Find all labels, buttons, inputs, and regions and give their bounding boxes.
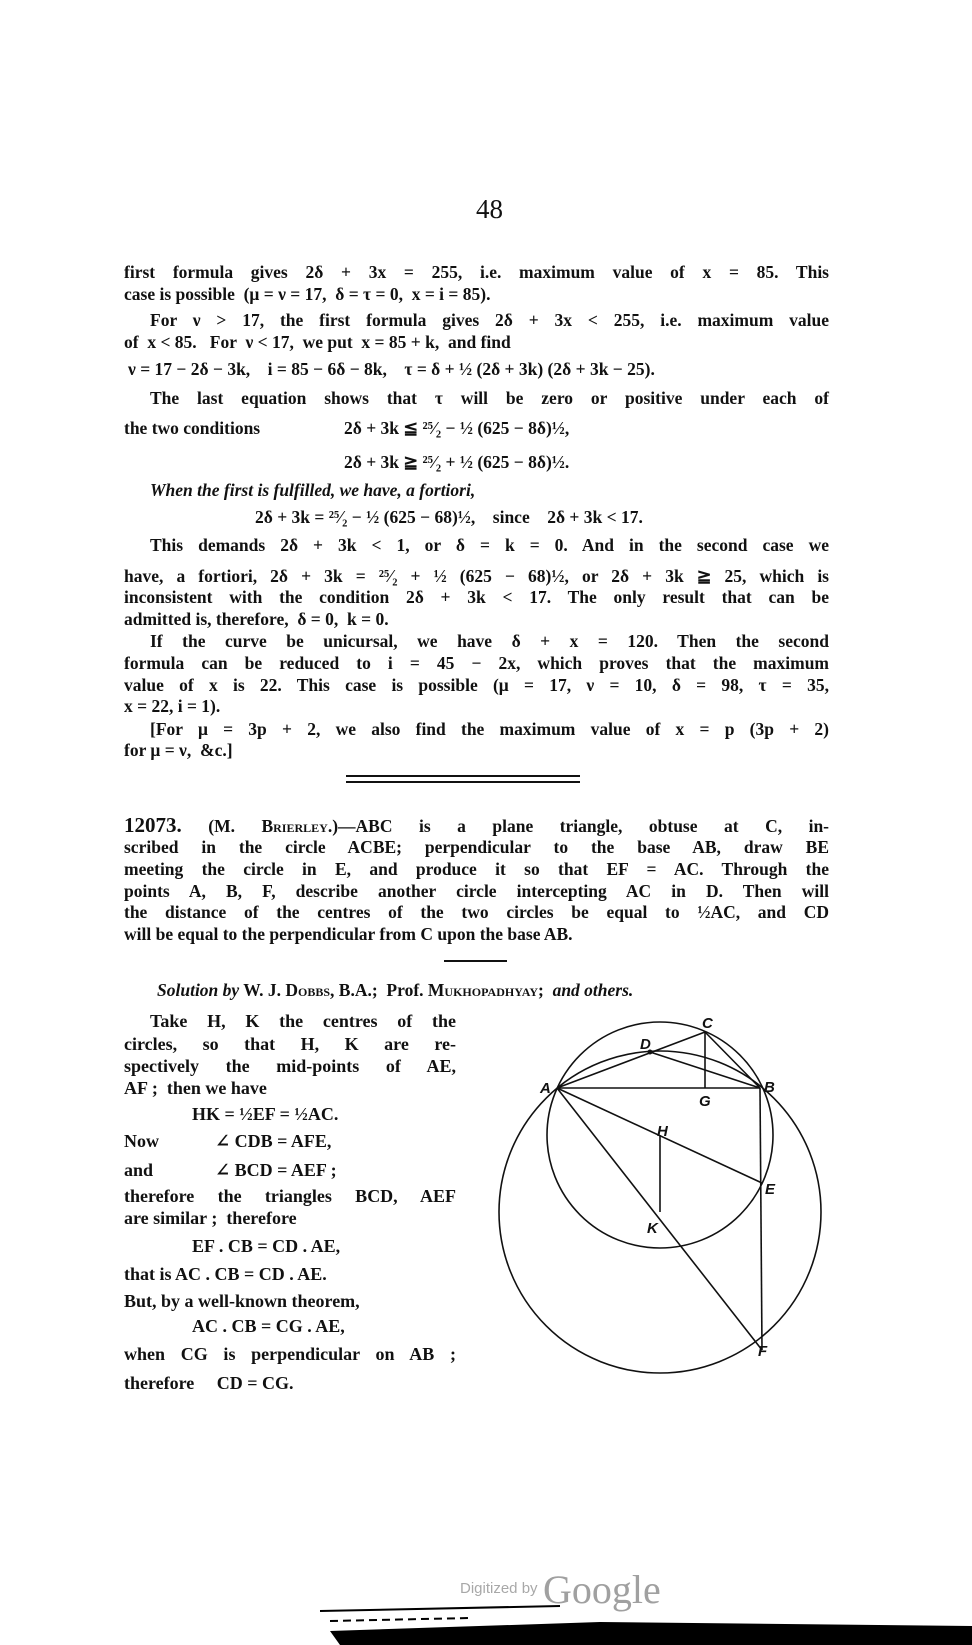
separator: ; <box>538 980 553 1000</box>
body-line: case is possible (μ = ν = 17, δ = τ = 0, x = i = 85). <box>124 284 491 304</box>
problem-line: points A, B, F, describe another circle intercepting AC in D. Then will <box>124 881 829 901</box>
solution-line: But, by a well-known theorem, <box>124 1291 360 1311</box>
solution-line: therefore CD = CG. <box>124 1373 294 1393</box>
problem-line: scribed in the circle ACBE; perpendicular to the base AB, draw BE <box>124 837 829 857</box>
body-line: value of x is 22. This case is possible (μ = 17, ν = 10, δ = 98, τ = 35, <box>124 675 829 695</box>
page-number: 48 <box>476 194 503 224</box>
problem-text: .)—ABC is a plane triangle, obtuse at C, in- <box>327 816 829 836</box>
author-open: (M. <box>208 816 262 836</box>
solution-formula: HK = ½EF = ½AC. <box>192 1104 339 1124</box>
solution-formula: AC . CB = CG . AE, <box>192 1316 345 1336</box>
solution-formula: ∠ BCD = AEF ; <box>215 1160 337 1180</box>
solver-initials: W. J. <box>239 980 286 1000</box>
segment-ac <box>557 1032 705 1088</box>
solution-line: when CG is perpendicular on AB ; <box>124 1344 456 1364</box>
problem-line: the distance of the centres of the two circles be equal to ½AC, and CD <box>124 902 829 922</box>
body-line: have, a fortiori, 2δ + 3k = ²⁵⁄₂ + ½ (625 − 68)½, or 2δ + 3k ≧ 25, which is <box>124 566 829 586</box>
solution-formula: EF . CB = CD . AE, <box>192 1236 341 1256</box>
problem-line: meeting the circle in E, and produce it so that EF = AC. Through the <box>124 859 829 879</box>
label-e: E <box>765 1181 776 1198</box>
solution-line: spectively the mid-points of AE, <box>124 1056 456 1076</box>
google-logo: Google <box>543 1567 661 1612</box>
label-k: K <box>647 1220 658 1237</box>
solution-by-label: Solution by <box>157 980 240 1000</box>
solution-line: AF ; then we have <box>124 1078 267 1098</box>
problem-author: Brierley <box>261 816 328 836</box>
solution-line: circles, so that H, K are re- <box>124 1034 456 1054</box>
body-line: admitted is, therefore, δ = 0, k = 0. <box>124 609 389 629</box>
others-label: and others. <box>552 980 634 1000</box>
digitized-by-label: Digitized by <box>460 1580 538 1597</box>
solver-degree: , B.A.; Prof. <box>330 980 428 1000</box>
body-line: [For μ = 3p + 2, we also find the maximum value of x = p (3p + 2) <box>150 719 829 739</box>
solution-formula: ∠ CDB = AFE, <box>215 1131 332 1151</box>
body-line: When the first is fulfilled, we have, a fortiori, <box>150 480 476 500</box>
solution-line: that is AC . CB = CD . AE. <box>124 1264 327 1284</box>
body-line: For ν > 17, the first formula gives 2δ + 3x < 255, i.e. maximum value <box>150 310 829 330</box>
label-f: F <box>758 1343 768 1360</box>
formula-line: ν = 17 − 2δ − 3k, i = 85 − 6δ − 8k, τ = δ + ½ (2δ + 3k) (2δ + 3k − 25). <box>128 359 655 379</box>
label-g: G <box>699 1093 711 1110</box>
solution-line: and <box>124 1160 154 1180</box>
solution-line: therefore the triangles BCD, AEF <box>124 1186 456 1206</box>
body-line: the two conditions <box>124 418 261 438</box>
solution-line: Now <box>124 1131 159 1151</box>
body-line: inconsistent with the condition 2δ + 3k < 17. The only result that can be <box>124 587 829 607</box>
body-line: formula can be reduced to i = 45 − 2x, which proves that the maximum <box>124 653 829 673</box>
body-line: If the curve be unicursal, we have δ + x = 120. Then the second <box>150 631 829 651</box>
body-line: first formula gives 2δ + 3x = 255, i.e. maximum value of x = 85. This <box>124 262 829 282</box>
formula-line: 2δ + 3k ≦ ²⁵⁄₂ − ½ (625 − 8δ)½, <box>344 418 570 438</box>
label-h: H <box>657 1123 668 1140</box>
body-line: of x < 85. For ν < 17, we put x = 85 + k, and find <box>124 332 511 352</box>
formula-line: 2δ + 3k = ²⁵⁄₂ − ½ (625 − 68)½, since 2δ + 3k < 17. <box>255 507 643 527</box>
solver-name: Dobbs <box>285 980 331 1000</box>
solution-line: Take H, K the centres of the <box>150 1011 456 1031</box>
formula-line: 2δ + 3k ≧ ²⁵⁄₂ + ½ (625 − 8δ)½. <box>344 452 570 472</box>
label-c: C <box>702 1015 713 1032</box>
label-b: B <box>764 1079 775 1096</box>
body-line: x = 22, i = 1). <box>124 696 221 716</box>
scan-noise <box>320 1606 560 1621</box>
solver-name: Mukhopadhyay <box>427 980 538 1000</box>
label-a: A <box>540 1080 551 1097</box>
problem-line: will be equal to the perpendicular from C upon the base AB. <box>124 924 573 944</box>
body-line: This demands 2δ + 3k < 1, or δ = k = 0. And in the second case we <box>150 535 829 555</box>
label-d: D <box>640 1036 651 1053</box>
body-line: for μ = ν, &c.] <box>124 740 233 760</box>
body-line: The last equation shows that τ will be zero or positive under each of <box>150 388 829 408</box>
solution-line: are similar ; therefore <box>124 1208 297 1228</box>
segment-bf <box>760 1088 762 1350</box>
problem-number: 12073. <box>124 813 182 837</box>
scan-edge-artifact <box>330 1622 972 1645</box>
